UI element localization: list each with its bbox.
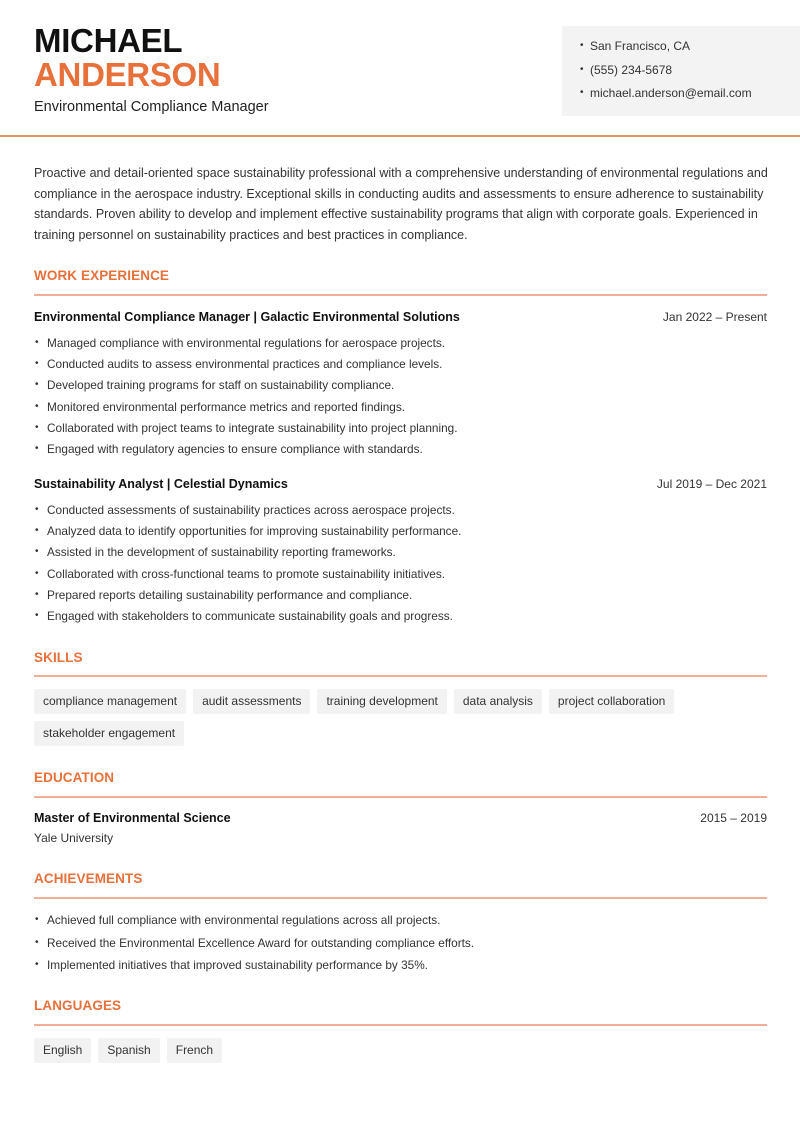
bullet-icon: • [35, 959, 39, 970]
contact-phone [580, 62, 800, 86]
list-item: • Developed training programs for staff on sustainability compliance. [34, 377, 734, 398]
section-divider [34, 294, 767, 296]
list-item: • Engaged with regulatory agencies to ensure compliance with standards. [34, 441, 734, 462]
job-2-bullets [34, 502, 734, 629]
list-item: • Conducted assessments of sustainability practices across aerospace projects. [34, 502, 734, 523]
resume-header [0, 0, 800, 137]
job-1-bullets [34, 335, 734, 462]
bullet-icon: • [35, 609, 39, 621]
bullet-icon: • [35, 914, 39, 925]
section-title-achievements: ACHIEVEMENTS [34, 871, 143, 886]
skills-tags [34, 689, 774, 746]
list-item: • Engaged with stakeholders to communicate sustainability goals and progress. [34, 608, 734, 629]
language-tag: English [34, 1038, 91, 1063]
first-name: MICHAEL [34, 22, 183, 59]
achievements-list [34, 912, 734, 980]
header-divider [0, 135, 800, 137]
job-1-date: Jan 2022 – Present [662, 310, 767, 324]
section-title-skills: SKILLS [34, 650, 83, 665]
list-item: • Monitored environmental performance metrics and reported findings. [34, 399, 734, 420]
language-tags [34, 1038, 774, 1063]
bullet-icon: • [35, 588, 39, 600]
bullet-icon: • [35, 504, 39, 515]
job-2-title: Sustainability Analyst | Celestial Dynamics [34, 477, 288, 491]
job-title: Environmental Compliance Manager [34, 99, 269, 115]
bullet-icon: • [580, 87, 584, 98]
section-divider [34, 675, 767, 677]
bullet-icon: • [35, 337, 39, 348]
bullet-icon: • [35, 525, 39, 537]
section-title-languages: LANGUAGES [34, 998, 122, 1013]
bullet-icon: • [35, 400, 39, 412]
section-divider [34, 897, 767, 899]
list-item: • Managed compliance with environmental regulations for aerospace projects. [34, 335, 734, 356]
section-divider [34, 1024, 767, 1026]
bullet-icon: • [580, 63, 584, 75]
contact-location [580, 38, 800, 62]
phone-text: (555) 234-5678 [590, 62, 673, 77]
job-1-title: Environmental Compliance Manager | Galactic Environmental Solutions [34, 310, 460, 324]
last-name: ANDERSON [34, 56, 221, 93]
skill-tag: audit assessments [193, 689, 310, 714]
skill-tag: data analysis [454, 689, 542, 714]
skill-tag: project collaboration [549, 689, 674, 714]
list-item: • Prepared reports detailing sustainability performance and compliance. [34, 587, 734, 608]
list-item: • Assisted in the development of sustainability reporting frameworks. [34, 544, 734, 565]
language-tag: Spanish [98, 1038, 159, 1063]
summary-paragraph: Proactive and detail-oriented space sustainability professional with a comprehensive understanding of environmental regulations and compliance in the aerospace industry. Exceptional skills in conducting audits and assessments to ensure adherence to sustainability standards. Proven ability to develop and implement effective sustainability programs that align with corporate goals. Experienced in training personnel on sustainability practices and best practices in compliance. [34, 166, 768, 243]
bullet-icon: • [35, 567, 39, 579]
email-text: michael.anderson@email.com [590, 86, 752, 100]
bullet-icon: • [35, 358, 39, 370]
list-item: • Conducted audits to assess environmental practices and compliance levels. [34, 356, 734, 377]
list-item: • Collaborated with cross-functional teams to promote sustainability initiatives. [34, 566, 734, 587]
list-item: • Analyzed data to identify opportunities for improving sustainability performance. [34, 523, 734, 544]
education-date: 2015 – 2019 [700, 811, 767, 825]
bullet-icon: • [580, 40, 584, 51]
job-2-date: Jul 2019 – Dec 2021 [656, 477, 767, 491]
bullet-icon: • [35, 546, 39, 558]
list-item: • Received the Environmental Excellence Award for outstanding compliance efforts. [34, 935, 734, 958]
skill-tag: stakeholder engagement [34, 721, 184, 746]
bullet-icon: • [35, 379, 39, 391]
section-title-education: EDUCATION [34, 770, 115, 785]
education-degree: Master of Environmental Science [34, 811, 231, 825]
contact-email [580, 85, 800, 109]
list-item: • Implemented initiatives that improved sustainability performance by 35%. [34, 957, 734, 980]
bullet-icon: • [35, 442, 39, 454]
section-divider [34, 796, 767, 798]
contact-box [562, 26, 800, 116]
skill-tag: compliance management [34, 689, 186, 714]
education-school: Yale University [34, 831, 114, 845]
skill-tag: training development [317, 689, 446, 714]
list-item: • Achieved full compliance with environmental regulations across all projects. [34, 912, 734, 935]
section-title-work: WORK EXPERIENCE [34, 268, 170, 283]
language-tag: French [167, 1038, 222, 1063]
bullet-icon: • [35, 936, 39, 948]
bullet-icon: • [35, 421, 39, 433]
list-item: • Collaborated with project teams to integrate sustainability into project planning. [34, 420, 734, 441]
location-text: San Francisco, CA [590, 39, 691, 53]
